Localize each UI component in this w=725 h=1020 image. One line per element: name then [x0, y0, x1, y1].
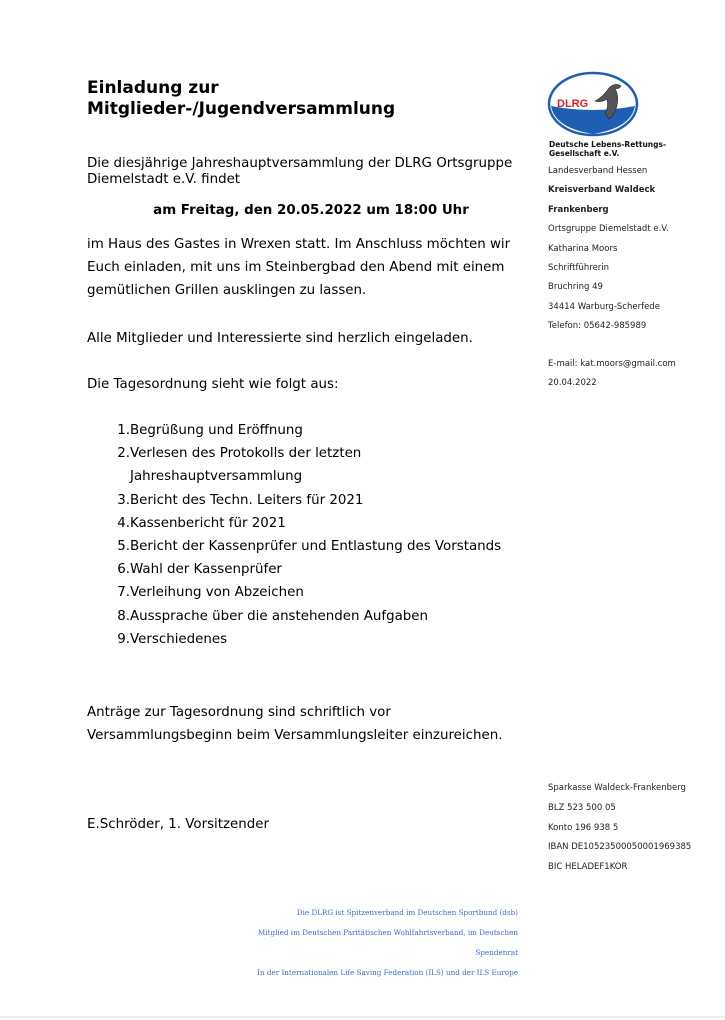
footer-line-3: In der Internationalen Life Saving Federation (ILS) und der ILS Europe — [257, 968, 518, 977]
title-line-2: Mitglieder-/Jugendversammlung — [87, 99, 396, 119]
sender-city: 34414 Warburg-Scherfede — [548, 301, 660, 312]
bank-iban: IBAN DE10523500050001969385 — [548, 842, 692, 853]
footer — [215, 903, 518, 983]
intro-paragraph: Die diesjährige Jahreshauptversammlung der DLRG Ortsgruppe Diemelstadt e.V. findet — [87, 156, 513, 187]
list-item: 6. Wahl der Kassenprüfer — [117, 562, 282, 578]
sender-name: Katharina Moors — [548, 243, 618, 254]
footer-line-1: Die DLRG ist Spitzenverband im Deutschen Sportbund (dsb) — [296, 908, 518, 917]
title-line-1: Einladung zur — [87, 78, 219, 98]
page-divider — [0, 1016, 725, 1018]
meeting-date: am Freitag, den 20.05.2022 um 18:00 Uhr — [153, 203, 469, 218]
list-item: 5. Bericht der Kassenprüfer und Entlastung des Vorstands — [117, 539, 502, 555]
bank-blz: BLZ 523 500 05 — [548, 802, 616, 813]
paragraph-motions: Anträge zur Tagesordnung sind schriftlich vor Versammlungsbeginn beim Versammlungsleiter einzureichen. — [87, 705, 503, 743]
paragraph-invitation: Alle Mitglieder und Interessierte sind herzlich eingeladen. — [87, 331, 473, 346]
list-item: 7. Verleihung von Abzeichen — [117, 585, 304, 601]
sender-contact — [548, 355, 676, 394]
dlrg-logo — [547, 70, 639, 138]
org-name: Deutsche Lebens-Rettungs- Gesellschaft e.V. — [549, 140, 667, 158]
list-item: 2. Verlesen des Protokolls der letzten Jahreshauptversammlung — [117, 446, 362, 485]
bank-konto: Konto 196 938 5 — [548, 822, 619, 833]
ortsgruppe: Ortsgruppe Diemelstadt e.V. — [548, 224, 669, 235]
paragraph-agenda-intro: Die Tagesordnung sieht wie folgt aus: — [87, 377, 339, 392]
letter-date: 20.04.2022 — [548, 378, 597, 389]
paragraph-location: im Haus des Gastes in Wrexen statt. Im Anschluss möchten wir Euch einladen, mit uns im Steinbergbad den Abend mit einem gemütlichen Grillen ausklingen zu lassen. — [87, 237, 511, 298]
sender-street: Bruchring 49 — [548, 282, 603, 293]
list-item: 1. Begrüßung und Eröffnung — [117, 423, 303, 438]
agenda-list — [87, 419, 530, 651]
document-title — [87, 78, 395, 120]
logo-text: DLRG — [557, 98, 589, 110]
kreisverband-line-2: Frankenberg — [548, 204, 609, 215]
sender-address — [548, 162, 669, 337]
bank-details — [548, 779, 691, 878]
sender-phone: Telefon: 05642-985989 — [548, 321, 647, 332]
footer-line-2: Mitglied im Deutschen Paritätischen Wohlfahrtsverband, im Deutschen Spendenrat — [257, 928, 518, 957]
sender-email: E-mail: kat.moors@gmail.com — [548, 359, 676, 369]
bank-name: Sparkasse Waldeck-Frankenberg — [548, 783, 686, 793]
landesverband: Landesverband Hessen — [548, 166, 648, 176]
kreisverband-line-1: Kreisverband Waldeck — [548, 185, 656, 196]
signature: E.Schröder, 1. Vorsitzender — [87, 817, 270, 832]
sender-role: Schriftführerin — [548, 263, 610, 274]
list-item: 3. Bericht des Techn. Leiters für 2021 — [117, 492, 364, 508]
list-item: 9. Verschiedenes — [117, 631, 228, 647]
list-item: 8. Aussprache über die anstehenden Aufgaben — [117, 608, 429, 624]
bank-bic: BIC HELADEF1KOR — [548, 862, 628, 873]
list-item: 4. Kassenbericht für 2021 — [117, 515, 286, 531]
